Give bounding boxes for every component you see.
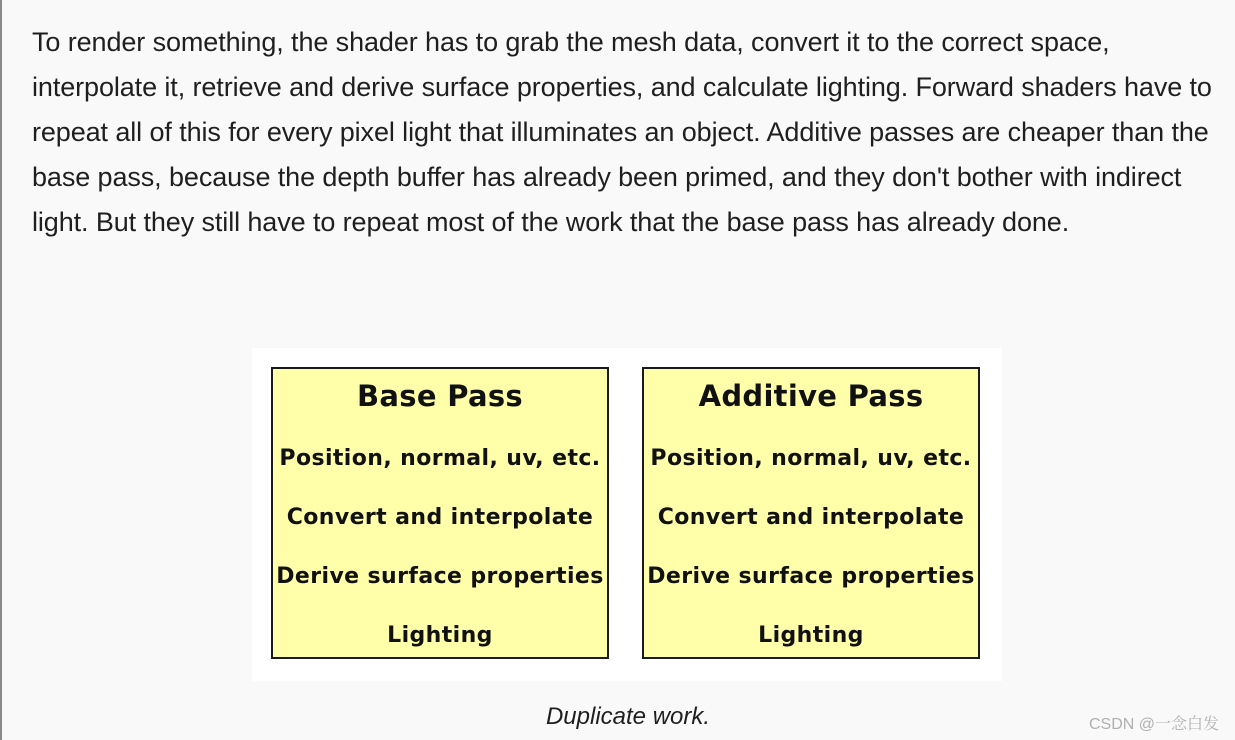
additive-pass-step-position: Position, normal, uv, etc.	[650, 446, 972, 471]
base-pass-step-convert: Convert and interpolate	[286, 505, 594, 530]
additive-pass-step-convert: Convert and interpolate	[657, 505, 965, 530]
article-paragraph: To render something, the shader has to grab the mesh data, convert it to the correct space, interpolate it, retrieve and derive surface properties, and calculate lighting. Forward shaders have to repeat all of this for every pixel light that illuminates an object. Additive passes are cheaper than the base pass, because the depth buffer has already been primed, and they don't bother with indirect light. But they still have to repeat most of the work that the base pass has already done.	[32, 27, 1212, 237]
base-pass-title: Base Pass	[357, 379, 523, 413]
csdn-watermark: CSDN @一念白发	[1088, 716, 1219, 733]
base-pass-step-position: Position, normal, uv, etc.	[279, 446, 601, 471]
base-pass-step-derive: Derive surface properties	[276, 564, 604, 589]
duplicate-work-figure	[252, 348, 1002, 681]
base-pass-step-lighting: Lighting	[387, 623, 493, 648]
additive-pass-title: Additive Pass	[698, 379, 924, 413]
additive-pass-step-derive: Derive surface properties	[647, 564, 975, 589]
figure-caption: Duplicate work.	[545, 703, 711, 730]
base-pass-box	[271, 367, 609, 659]
left-border	[0, 0, 2, 740]
additive-pass-step-lighting: Lighting	[758, 623, 864, 648]
additive-pass-box	[642, 367, 980, 659]
